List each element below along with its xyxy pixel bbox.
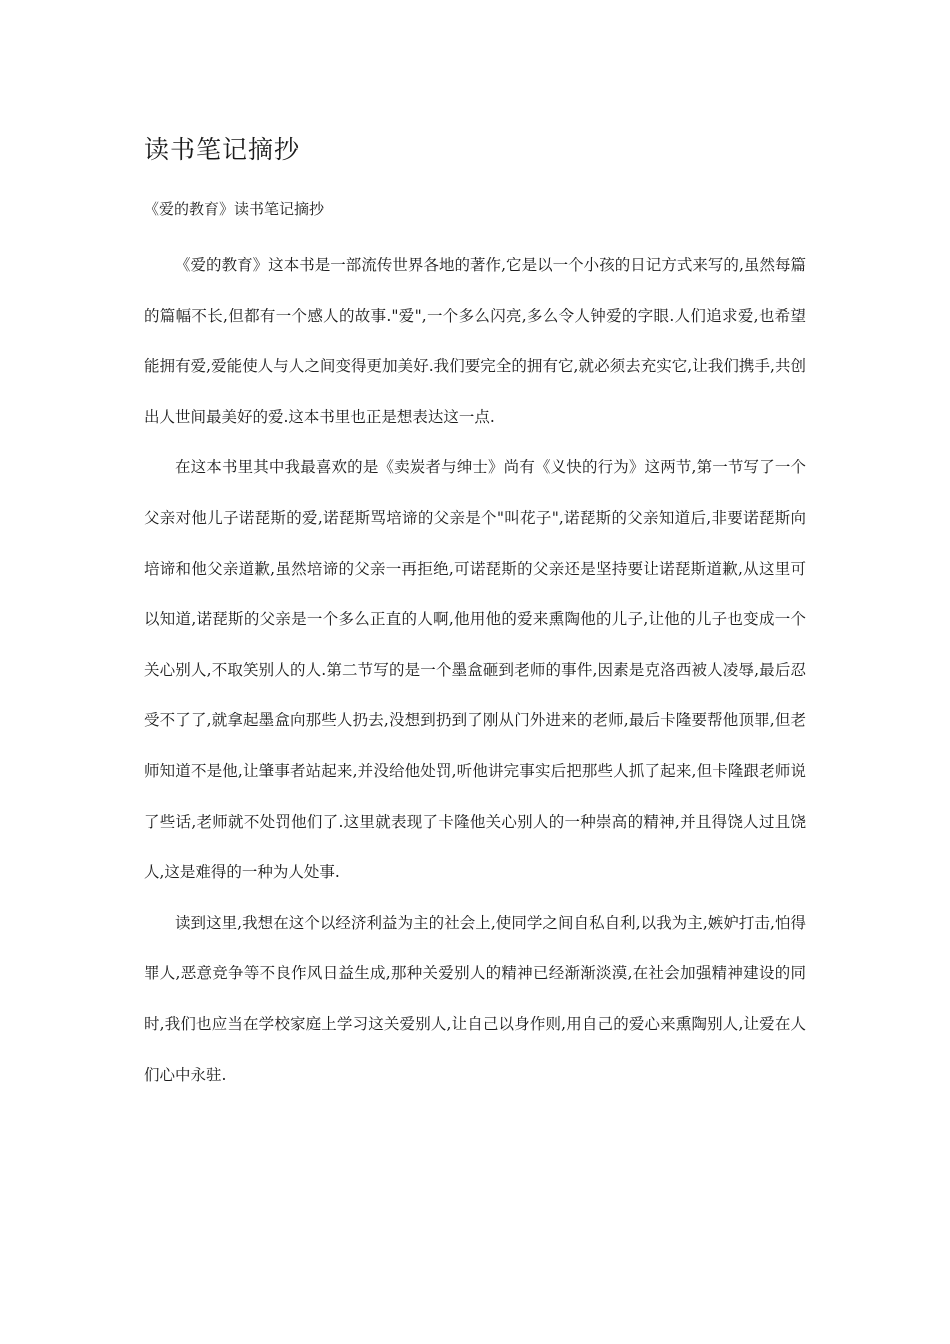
paragraph-3: 读到这里,我想在这个以经济利益为主的社会上,使同学之间自私自利,以我为主,嫉妒打击,怕得罪人,恶意竞争等不良作风日益生成,那种关爱别人的精神已经渐渐淡漠,在社会加强精神建设的同时,我们也应当在学校家庭上学习这关爱别人,让自己以身作则,用自己的爱心来熏陶别人,让爱在人们心中永驻. xyxy=(144,913,806,1084)
document-page xyxy=(144,130,806,1100)
paragraph-2: 在这本书里其中我最喜欢的是《卖炭者与绅士》尚有《义快的行为》这两节,第一节写了一个父亲对他儿子诺琵斯的爱,诺琵斯骂培谛的父亲是个"叫花子",诺琵斯的父亲知道后,非要诺琵斯向培谛和他父亲道歉,虽然培谛的父亲一再拒绝,可诺琵斯的父亲还是坚持要让诺琵斯道歉,从这里可以知道,诺琵斯的父亲是一个多么正直的人啊,他用他的爱来熏陶他的儿子,让他的儿子也变成一个关心别人,不取笑别人的人.第二节写的是一个墨盒砸到老师的事件,因素是克洛西被人凌辱,最后忍受不了了,就拿起墨盒向那些人扔去,没想到扔到了刚从门外进来的老师,最后卡隆要帮他顶罪,但老师知道不是他,让肇事者站起来,并没给他处罚,听他讲完事实后把那些人抓了起来,但卡隆跟老师说了些话,老师就不处罚他们了.这里就表现了卡隆他关心别人的一种崇高的精神,并且得饶人过且饶人,这是难得的一种为人处事. xyxy=(144,458,806,882)
page-title: 读书笔记摘抄 xyxy=(144,135,301,164)
paragraph-1: 《爱的教育》这本书是一部流传世界各地的著作,它是以一个小孩的日记方式来写的,虽然每篇的篇幅不长,但都有一个感人的故事."爱",一个多么闪亮,多么令人钟爱的字眼.人们追求爱,也希望能拥有爱,爱能使人与人之间变得更加美好.我们要完全的拥有它,就必须去充实它,让我们携手,共创出人世间最美好的爱.这本书里也正是想表达这一点. xyxy=(144,256,806,426)
document-subtitle: 《爱的教育》读书笔记摘抄 xyxy=(144,200,325,218)
